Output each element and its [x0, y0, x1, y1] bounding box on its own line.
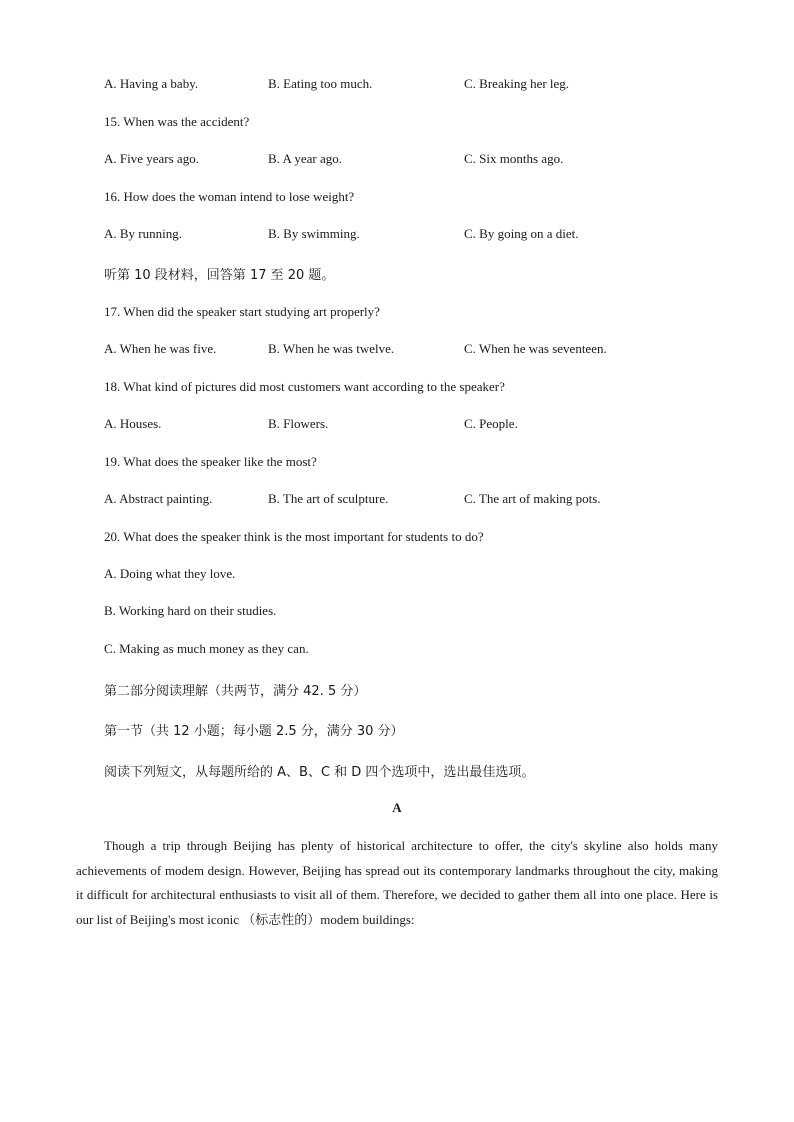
- q19-stem: 19. What does the speaker like the most?: [104, 454, 317, 469]
- q17-option-b: B. When he was twelve.: [268, 341, 395, 356]
- q19-option-b: B. The art of sculpture.: [268, 491, 389, 506]
- q19-option-a: A. Abstract painting.: [104, 491, 213, 506]
- q14-option-c: C. Breaking her leg.: [464, 76, 570, 91]
- q14-option-b: B. Eating too much.: [268, 76, 373, 91]
- q18-option-b: B. Flowers.: [268, 416, 329, 431]
- q17-stem: 17. When did the speaker start studying art properly?: [104, 304, 380, 319]
- q16-option-b: B. By swimming.: [268, 226, 360, 241]
- passage-paragraph: [76, 834, 718, 932]
- q20-stem: 20. What does the speaker think is the most important for students to do?: [104, 529, 484, 544]
- q18-option-c: C. People.: [464, 416, 518, 431]
- reading-instructions: 阅读下列短文，从每题所给的 A、B、C 和 D 四个选项中，选出最佳选项。: [104, 765, 535, 780]
- q19-option-c: C. The art of making pots.: [464, 491, 601, 506]
- passage-label: A: [392, 800, 402, 815]
- q18-stem: 18. What kind of pictures did most customers want according to the speaker?: [104, 379, 505, 394]
- part-2-title: 第二部分阅读理解（共两节，满分 42. 5 分）: [104, 684, 367, 699]
- q15-option-b: B. A year ago.: [268, 151, 343, 166]
- q14-option-a: A. Having a baby.: [104, 76, 199, 91]
- q16-option-c: C. By going on a diet.: [464, 226, 579, 241]
- q20-option-a: A. Doing what they love.: [104, 566, 236, 581]
- q18-option-a: A. Houses.: [104, 416, 162, 431]
- q15-stem: 15. When was the accident?: [104, 114, 250, 129]
- passage-text: Though a trip through Beijing has plenty of historical architecture to offer, the city's skyline also holds many achievements of modem design. However, Beijing has spread out its contemporary landmarks throughout the city, making it difficult for architectural enthusiasts to visit all of them. Therefore, we decided to gather them all into one place. Here is our list of Beijing's most iconic （标志性的）modem buildings:: [76, 838, 718, 927]
- q15-option-a: A. Five years ago.: [104, 151, 199, 166]
- q20-option-c: C. Making as much money as they can.: [104, 641, 309, 656]
- section-10-heading: 听第 10 段材料，回答第 17 至 20 题。: [104, 268, 335, 283]
- section-1-title: 第一节（共 12 小题；每小题 2.5 分，满分 30 分）: [104, 724, 404, 739]
- q17-option-c: C. When he was seventeen.: [464, 341, 607, 356]
- q20-option-b: B. Working hard on their studies.: [104, 603, 277, 618]
- q16-option-a: A. By running.: [104, 226, 182, 241]
- q15-option-c: C. Six months ago.: [464, 151, 564, 166]
- q16-stem: 16. How does the woman intend to lose weight?: [104, 189, 355, 204]
- q17-option-a: A. When he was five.: [104, 341, 217, 356]
